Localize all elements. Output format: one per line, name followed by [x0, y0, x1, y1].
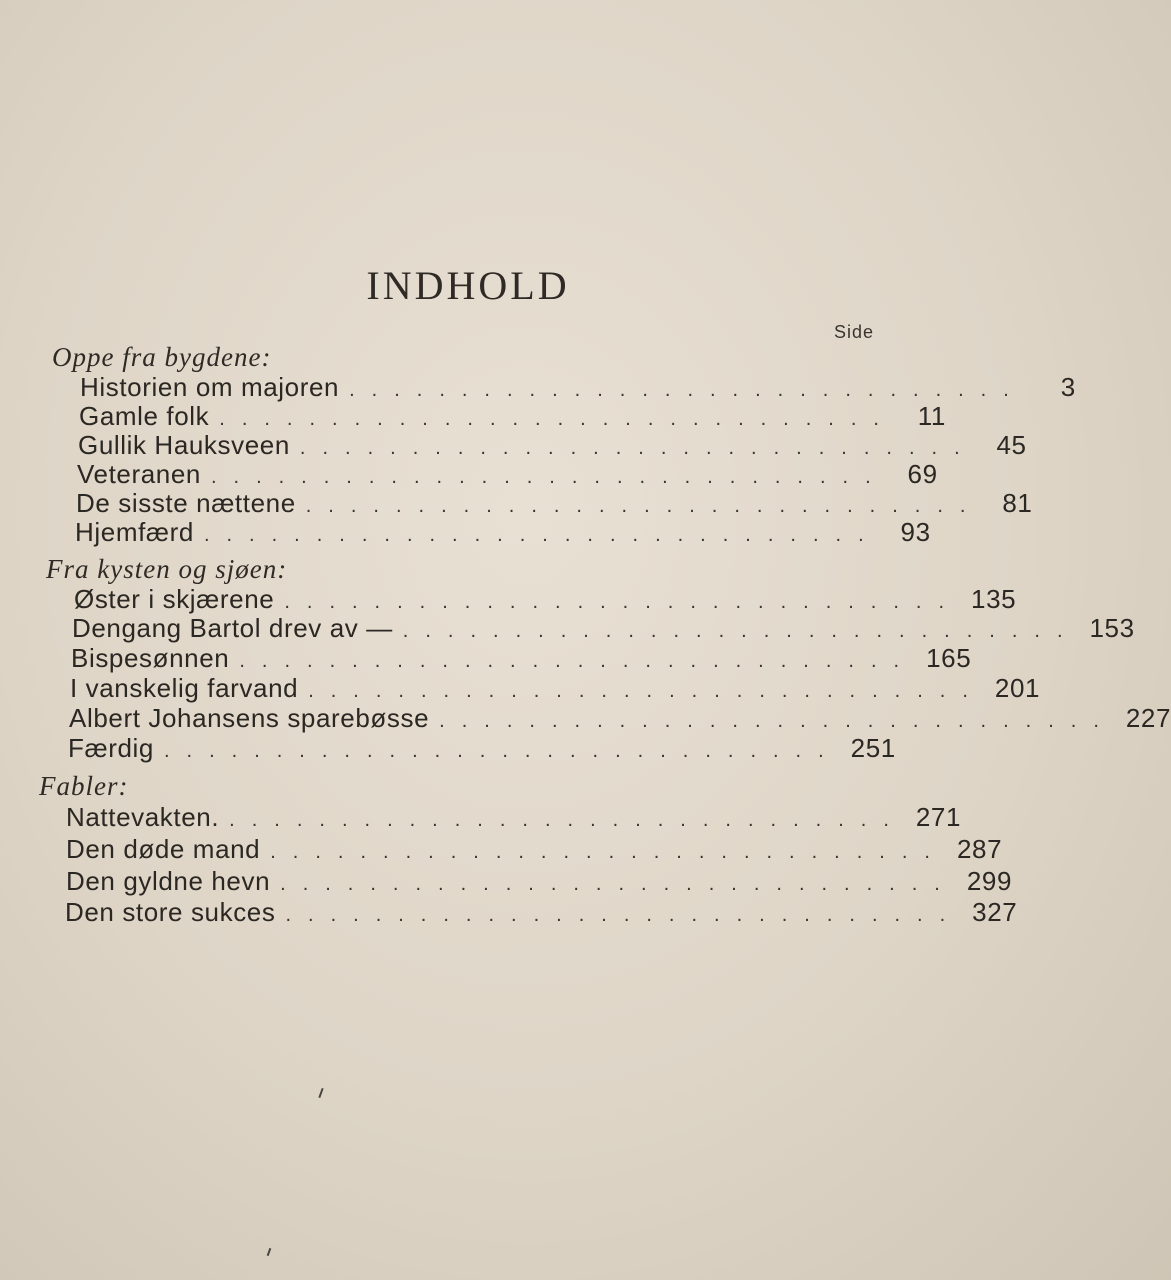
leader-dots: .............................. — [308, 680, 985, 702]
toc-entry — [71, 643, 972, 673]
toc-entry-title: Den store sukces — [65, 897, 276, 927]
toc-entry-title: Bispesønnen — [71, 643, 230, 673]
toc-entry — [69, 703, 1171, 733]
paper-fleck — [267, 1248, 272, 1256]
leader-dots: .............................. — [402, 620, 1080, 642]
leader-dots: .............................. — [349, 379, 1026, 401]
toc-entry-title: Nattevakten. — [66, 802, 220, 832]
toc-entry-page: 201 — [994, 673, 1041, 703]
toc-entry — [78, 430, 1027, 460]
section-heading-oppe-fra-bygdene: Oppe fra bygdene: — [52, 342, 272, 372]
leader-dots: .............................. — [280, 873, 957, 895]
toc-entry-page: 251 — [850, 733, 896, 763]
leader-dots: .............................. — [210, 466, 888, 488]
toc-entry-title: Den gyldne hevn — [66, 866, 271, 896]
section-heading-fabler: Fabler: — [39, 771, 129, 801]
paper-fleck — [318, 1088, 323, 1098]
toc-entry-title: Albert Johansens sparebøsse — [69, 703, 430, 733]
toc-entry-page: 3 — [1060, 372, 1076, 402]
leader-dots: .............................. — [284, 591, 962, 613]
toc-entry-page: 135 — [971, 584, 1017, 614]
toc-entry-page: 299 — [966, 866, 1013, 896]
toc-entry — [65, 897, 1018, 927]
toc-entry-title: Gullik Hauksveen — [78, 430, 290, 460]
toc-entry-page: 271 — [915, 802, 962, 832]
toc-entry-title: Den døde mand — [66, 834, 261, 864]
toc-entry-title: I vanskelig farvand — [70, 673, 299, 703]
toc-entry-page: 69 — [907, 459, 938, 489]
toc-entry — [75, 517, 931, 547]
section-heading-fra-kysten-og-sjoen: Fra kysten og sjøen: — [46, 554, 288, 584]
toc-entry-page: 81 — [1002, 488, 1033, 518]
toc-entry-title: De sisste nættene — [76, 488, 296, 518]
leader-dots: .............................. — [163, 740, 841, 762]
toc-entry-title: Færdig — [68, 733, 154, 763]
leader-dots: .............................. — [229, 809, 906, 831]
toc-entry-title: Gamle folk — [79, 401, 210, 431]
toc-entry — [68, 733, 894, 763]
toc-entry — [66, 866, 1013, 896]
toc-entry — [66, 802, 962, 832]
toc-entry-page: 93 — [900, 517, 931, 547]
leader-dots: .............................. — [239, 650, 917, 672]
leader-dots: .............................. — [203, 524, 881, 546]
page-column-label: Side — [834, 322, 875, 342]
toc-entry-title: Øster i skjærene — [74, 584, 275, 614]
toc-entry-page: 287 — [956, 834, 1003, 864]
toc-entry-page: 11 — [917, 401, 946, 431]
leader-dots: .............................. — [219, 408, 896, 430]
leader-dots: .............................. — [299, 437, 977, 459]
leader-dots: .............................. — [305, 495, 983, 517]
leader-dots: .............................. — [270, 841, 947, 863]
toc-entry-page: 165 — [926, 643, 972, 673]
toc-entry-title: Hjemfærd — [75, 517, 194, 547]
toc-entry — [66, 834, 1003, 864]
toc-entry — [70, 673, 1041, 703]
toc-entry — [72, 613, 1135, 643]
toc-entry-page: 327 — [972, 897, 1018, 927]
toc-entry — [77, 459, 938, 489]
toc-entry-page: 45 — [996, 430, 1027, 460]
toc-entry — [74, 584, 1017, 614]
toc-entry-title: Dengang Bartol drev av — — [72, 613, 393, 643]
leader-dots: .............................. — [285, 904, 963, 926]
toc-entry — [76, 488, 1033, 518]
toc-entry-page: 153 — [1089, 613, 1135, 643]
toc-entry — [80, 372, 1076, 402]
leader-dots: .............................. — [439, 710, 1116, 732]
toc-entry-title: Veteranen — [77, 459, 201, 489]
toc-entry-page: 227 — [1125, 703, 1171, 733]
toc-entry-title: Historien om majoren — [80, 372, 340, 402]
page-title: INDHOLD — [366, 263, 570, 308]
toc-entry — [79, 401, 946, 431]
